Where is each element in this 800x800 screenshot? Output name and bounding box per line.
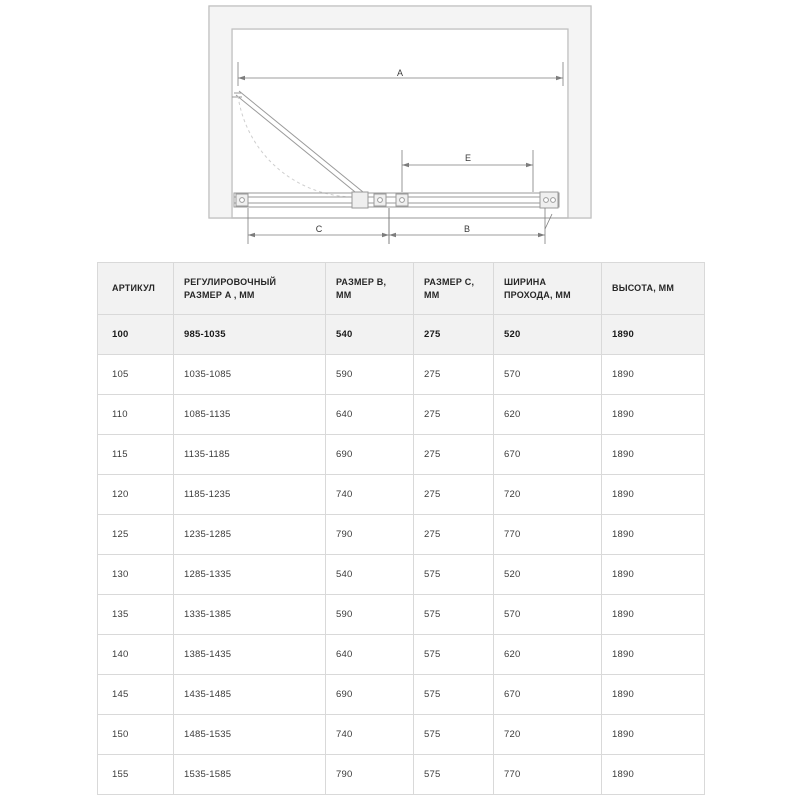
table-row — [98, 595, 705, 635]
cell-size-a: 1535-1585 — [174, 755, 326, 795]
cell-height: 1890 — [602, 595, 705, 635]
cell-size-b: 690 — [326, 675, 414, 715]
dimension-label-c: C — [315, 224, 323, 234]
cell-pass-width: 570 — [494, 355, 602, 395]
cell-article: 100 — [98, 315, 174, 355]
cell-pass-width: 520 — [494, 555, 602, 595]
cell-size-b: 690 — [326, 435, 414, 475]
cell-size-a: 1285-1335 — [174, 555, 326, 595]
cell-height: 1890 — [602, 355, 705, 395]
cell-size-a: 1235-1285 — [174, 515, 326, 555]
cell-size-a: 1335-1385 — [174, 595, 326, 635]
cell-size-a: 1485-1535 — [174, 715, 326, 755]
cell-height: 1890 — [602, 715, 705, 755]
cell-height: 1890 — [602, 635, 705, 675]
cell-pass-width: 720 — [494, 475, 602, 515]
cell-size-b: 740 — [326, 475, 414, 515]
table-row — [98, 635, 705, 675]
cell-size-a: 1035-1085 — [174, 355, 326, 395]
cell-article: 135 — [98, 595, 174, 635]
cell-size-c: 275 — [414, 475, 494, 515]
cell-pass-width: 520 — [494, 315, 602, 355]
cell-article: 120 — [98, 475, 174, 515]
cell-size-a: 1135-1185 — [174, 435, 326, 475]
cell-article: 155 — [98, 755, 174, 795]
table-row — [98, 355, 705, 395]
cell-pass-width: 570 — [494, 595, 602, 635]
cell-height: 1890 — [602, 555, 705, 595]
table-row — [98, 755, 705, 795]
table-row — [98, 435, 705, 475]
table-row — [98, 515, 705, 555]
dimension-label-e: E — [464, 153, 472, 163]
enclosure-outline-top — [209, 6, 591, 218]
cell-size-c: 575 — [414, 555, 494, 595]
cell-size-c: 275 — [414, 435, 494, 475]
cell-pass-width: 620 — [494, 395, 602, 435]
cell-article: 115 — [98, 435, 174, 475]
cell-article: 105 — [98, 355, 174, 395]
cell-height: 1890 — [602, 435, 705, 475]
cell-size-c: 575 — [414, 675, 494, 715]
table-row — [98, 315, 705, 355]
cell-height: 1890 — [602, 755, 705, 795]
cell-height: 1890 — [602, 315, 705, 355]
wall-fill — [210, 7, 591, 218]
table-row — [98, 675, 705, 715]
cell-height: 1890 — [602, 475, 705, 515]
cell-height: 1890 — [602, 675, 705, 715]
dimension-label-b: B — [463, 224, 471, 234]
table-row — [98, 475, 705, 515]
technical-drawing — [0, 0, 800, 258]
cell-pass-width: 620 — [494, 635, 602, 675]
cell-size-b: 640 — [326, 635, 414, 675]
cell-size-b: 540 — [326, 555, 414, 595]
dimension-label-a: A — [396, 68, 404, 78]
cell-size-c: 275 — [414, 355, 494, 395]
cell-size-a: 1085-1135 — [174, 395, 326, 435]
cell-height: 1890 — [602, 515, 705, 555]
cell-height: 1890 — [602, 395, 705, 435]
enclosure-outline — [209, 6, 591, 218]
cell-size-b: 640 — [326, 395, 414, 435]
table-row — [98, 715, 705, 755]
cell-size-b: 590 — [326, 595, 414, 635]
cell-article: 125 — [98, 515, 174, 555]
cell-size-c: 275 — [414, 315, 494, 355]
cell-size-a: 1185-1235 — [174, 475, 326, 515]
cell-pass-width: 770 — [494, 755, 602, 795]
cell-article: 110 — [98, 395, 174, 435]
cell-size-b: 590 — [326, 355, 414, 395]
table-row — [98, 555, 705, 595]
cell-size-c: 575 — [414, 755, 494, 795]
column-header-article: АРТИКУЛ — [98, 263, 174, 315]
cell-size-a: 985-1035 — [174, 315, 326, 355]
cell-pass-width: 720 — [494, 715, 602, 755]
cell-size-a: 1385-1435 — [174, 635, 326, 675]
cell-size-c: 575 — [414, 595, 494, 635]
cell-size-b: 790 — [326, 755, 414, 795]
door-leaf-open — [232, 91, 363, 197]
column-header-size-c: РАЗМЕР C, ММ — [414, 263, 494, 315]
cell-size-c: 275 — [414, 395, 494, 435]
cell-size-c: 575 — [414, 715, 494, 755]
table-row — [98, 395, 705, 435]
cell-article: 145 — [98, 675, 174, 715]
dimension-b — [389, 208, 552, 244]
cell-size-a: 1435-1485 — [174, 675, 326, 715]
cell-size-b: 790 — [326, 515, 414, 555]
table-header-row — [98, 263, 705, 315]
column-header-pass-width: ШИРИНА ПРОХОДА, ММ — [494, 263, 602, 315]
cell-article: 150 — [98, 715, 174, 755]
column-header-size-a: РЕГУЛИРОВОЧНЫЙ РАЗМЕР A , ММ — [174, 263, 326, 315]
cell-pass-width: 770 — [494, 515, 602, 555]
cell-size-b: 740 — [326, 715, 414, 755]
column-header-size-b: РАЗМЕР B, ММ — [326, 263, 414, 315]
cell-size-c: 575 — [414, 635, 494, 675]
cell-size-c: 275 — [414, 515, 494, 555]
cell-pass-width: 670 — [494, 435, 602, 475]
specification-table — [97, 262, 705, 795]
cell-pass-width: 670 — [494, 675, 602, 715]
column-header-height: ВЫСОТА, ММ — [602, 263, 705, 315]
table-header — [98, 263, 705, 315]
cell-article: 140 — [98, 635, 174, 675]
cell-size-b: 540 — [326, 315, 414, 355]
table-body — [98, 315, 705, 795]
cell-article: 130 — [98, 555, 174, 595]
bottom-track — [234, 192, 559, 208]
